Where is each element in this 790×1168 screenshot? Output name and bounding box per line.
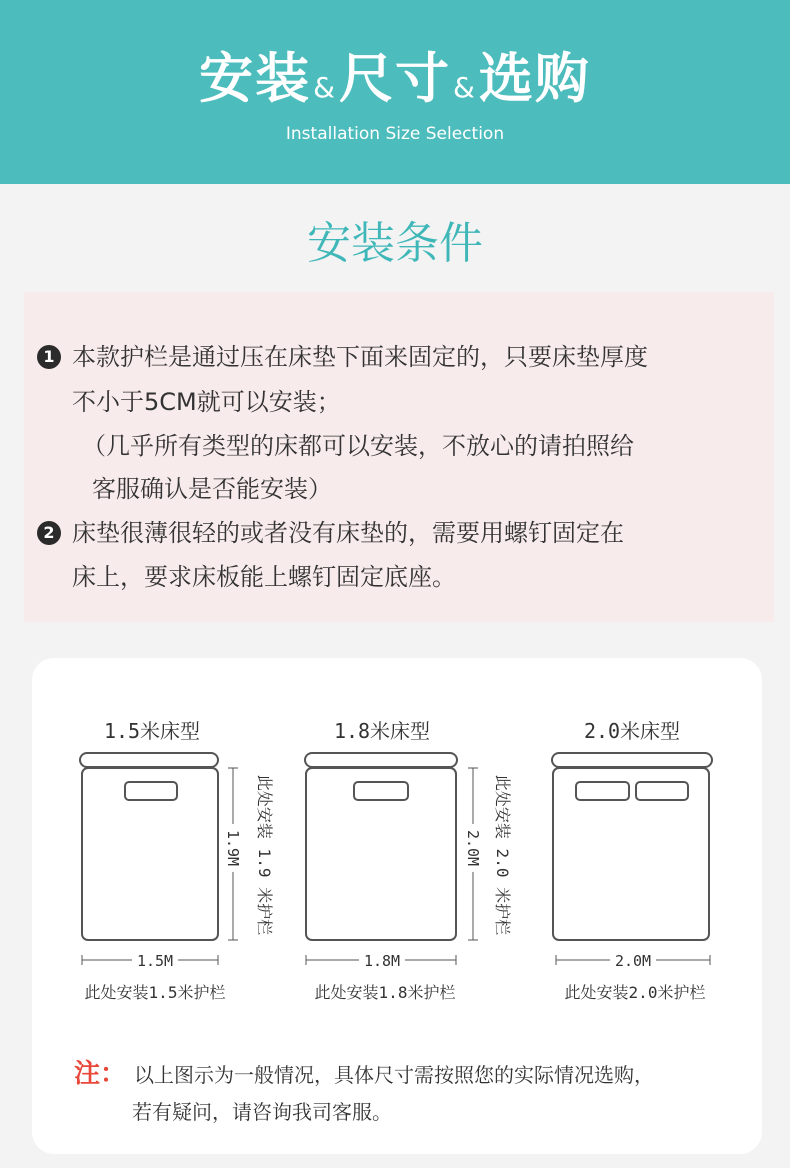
bed-1-width-label: 1.5M xyxy=(136,952,174,970)
bed-3-width-label: 2.0M xyxy=(614,952,652,970)
bed-2-width-label: 1.8M xyxy=(363,952,401,970)
bed-diagrams xyxy=(32,658,762,1038)
bed-3-pillow-left xyxy=(576,782,629,800)
conditions-title: 安装条件 xyxy=(307,218,483,269)
bed-1-title: 1.5米床型 xyxy=(103,719,201,743)
bed-2-bottom-install-label: 此处安装1.8米护栏 xyxy=(314,983,456,1002)
title-amp-2: & xyxy=(453,71,477,104)
bed-1-headboard xyxy=(80,753,218,767)
note-label: 注： xyxy=(74,1059,127,1089)
item-2-line-1: 床垫很薄很轻的或者没有床垫的，需要用螺钉固定在 xyxy=(72,519,624,547)
item-2-number-badge: 2 xyxy=(37,521,61,545)
item-1-number-badge: 1 xyxy=(37,345,61,369)
item-2-line-2: 床上，要求床板能上螺钉固定底座。 xyxy=(72,563,456,591)
bed-2-length-label: 2.0M xyxy=(464,829,482,867)
header-banner xyxy=(0,0,790,184)
bed-2-side-install-label: 此处安装 2.0 米护栏 xyxy=(493,774,512,936)
bed-size-card xyxy=(32,658,762,1154)
bed-1-side-install-label: 此处安装 1.9 米护栏 xyxy=(255,774,274,936)
bed-1-length-label: 1.9M xyxy=(224,829,242,867)
bed-1-pillow xyxy=(125,782,177,800)
note-line-2: 若有疑问，请咨询我司客服。 xyxy=(132,1100,392,1124)
bed-3-bottom-install-label: 此处安装2.0米护栏 xyxy=(564,983,706,1002)
item-1-line-3: （几乎所有类型的床都可以安装，不放心的请拍照给 xyxy=(82,432,634,460)
item-1-line-2: 不小于5CM就可以安装； xyxy=(72,388,341,416)
conditions-box xyxy=(24,292,774,622)
bed-1-bottom-install-label: 此处安装1.5米护栏 xyxy=(84,983,226,1002)
page-subtitle: Installation Size Selection xyxy=(285,124,505,144)
bed-3-pillow-right xyxy=(636,782,688,800)
bed-2-headboard xyxy=(305,753,457,767)
note-text-1: 以上图示为一般情况，具体尺寸需按照您的实际情况选购， xyxy=(134,1063,655,1087)
note-line-1 xyxy=(74,1056,654,1093)
item-1-line-4: 客服确认是否能安装） xyxy=(92,475,332,503)
bed-1-mattress xyxy=(82,768,218,940)
title-install: 安装 xyxy=(199,47,312,110)
item-1-line-1: 本款护栏是通过压在床垫下面来固定的，只要床垫厚度 xyxy=(72,343,648,371)
bed-3-headboard xyxy=(552,753,712,767)
title-size: 尺寸 xyxy=(339,47,451,110)
title-purchase: 选购 xyxy=(478,47,591,110)
title-amp-1: & xyxy=(313,71,337,104)
bed-2-mattress xyxy=(306,768,456,940)
bed-3-title: 2.0米床型 xyxy=(583,719,681,743)
page-title xyxy=(0,44,790,123)
bed-2-pillow xyxy=(354,782,408,800)
bed-2-title: 1.8米床型 xyxy=(333,719,431,743)
